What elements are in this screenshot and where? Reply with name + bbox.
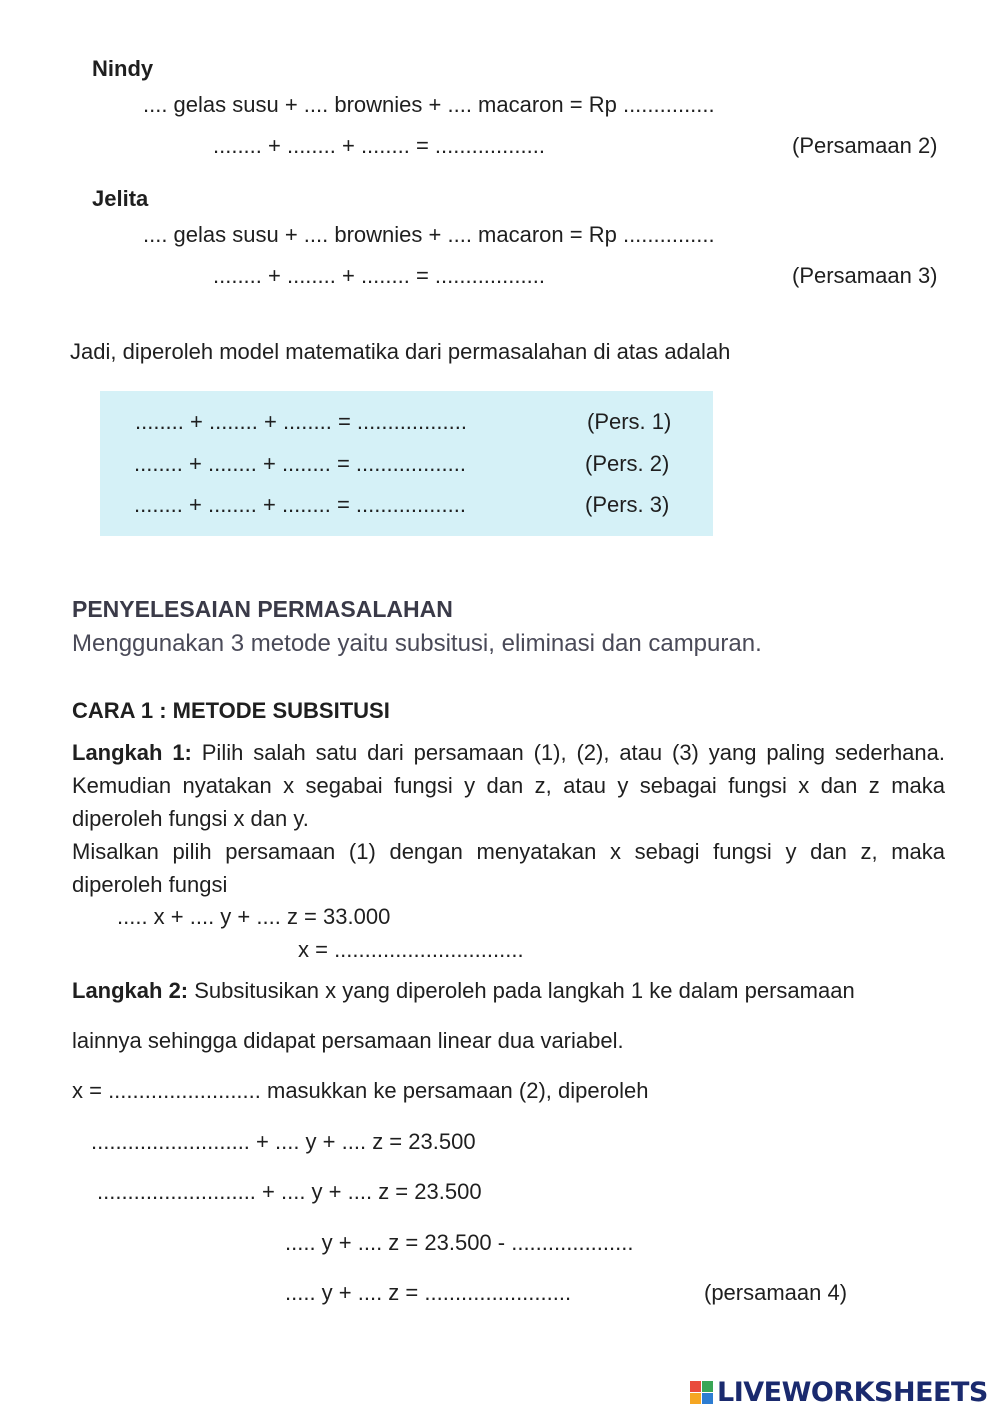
step1-paragraph	[72, 736, 945, 835]
model-eq-1-label: (Pers. 1)	[587, 409, 672, 434]
model-box	[100, 391, 713, 536]
jelita-equation: ........ + ........ + ........ = ..................	[213, 263, 545, 288]
model-eq-1: ........ + ........ + ........ = ..................	[135, 409, 467, 434]
step1-equation-a: ..... x + .... y + .... z = 33.000	[117, 904, 391, 929]
step1-text: Pilih salah satu dari persamaan (1), (2), atau (3) yang paling sederhana. Kemudian nyatakan x segabai fungsi y dan z, atau y sebagai fungsi x dan z maka diperoleh fungsi x dan y.	[72, 740, 945, 831]
step2-text-continued: lainnya sehingga didapat persamaan linear dua variabel.	[72, 1028, 624, 1053]
liveworksheets-logo-icon	[690, 1381, 713, 1404]
step2-label: Langkah 2:	[72, 978, 189, 1003]
model-eq-3: ........ + ........ + ........ = ..................	[134, 492, 466, 517]
step1-label: Langkah 1:	[72, 740, 192, 765]
jelita-equation-label: (Persamaan 3)	[792, 263, 938, 288]
substitution-line: x = ......................... masukkan ke persamaan (2), diperoleh	[72, 1078, 649, 1103]
substitution-eq-f: ..... y + .... z = ........................	[285, 1280, 572, 1305]
nindy-equation: ........ + ........ + ........ = ..................	[213, 133, 545, 158]
substitution-eq-e: ..... y + .... z = 23.500 - ....................	[285, 1230, 634, 1255]
solution-heading: PENYELESAIAN PERMASALAHAN	[72, 596, 453, 622]
step2-text: Subsitusikan x yang diperoleh pada langkah 1 ke dalam persamaan	[188, 978, 855, 1003]
model-eq-3-label: (Pers. 3)	[585, 492, 670, 517]
nindy-equation-words: .... gelas susu + .... brownies + .... macaron = Rp ...............	[143, 92, 715, 117]
step1-example: Misalkan pilih persamaan (1) dengan menyatakan x sebagi fungsi y dan z, maka diperoleh fungsi	[72, 839, 945, 897]
nindy-name: Nindy	[92, 56, 154, 81]
jelita-name: Jelita	[92, 186, 149, 211]
step1-equation-b: x = ...............................	[298, 937, 524, 962]
conclusion-text: Jadi, diperoleh model matematika dari permasalahan di atas adalah	[70, 339, 731, 364]
nindy-equation-label: (Persamaan 2)	[792, 133, 938, 158]
substitution-eq-c: .......................... + .... y + .... z = 23.500	[91, 1129, 476, 1154]
step2-paragraph	[72, 974, 945, 1007]
equation-4-label: (persamaan 4)	[704, 1280, 848, 1305]
solution-subtitle: Menggunakan 3 metode yaitu subsitusi, eliminasi dan campuran.	[72, 630, 762, 657]
substitution-eq-d: .......................... + .... y + .... z = 23.500	[97, 1179, 482, 1204]
liveworksheets-logo-text: LIVEWORKSHEETS	[717, 1376, 988, 1408]
jelita-equation-words: .... gelas susu + .... brownies + .... macaron = Rp ...............	[143, 222, 715, 247]
model-eq-2-label: (Pers. 2)	[585, 451, 670, 476]
liveworksheets-logo	[690, 1375, 988, 1409]
model-eq-2: ........ + ........ + ........ = ..................	[134, 451, 466, 476]
method1-heading: CARA 1 : METODE SUBSITUSI	[72, 698, 390, 723]
